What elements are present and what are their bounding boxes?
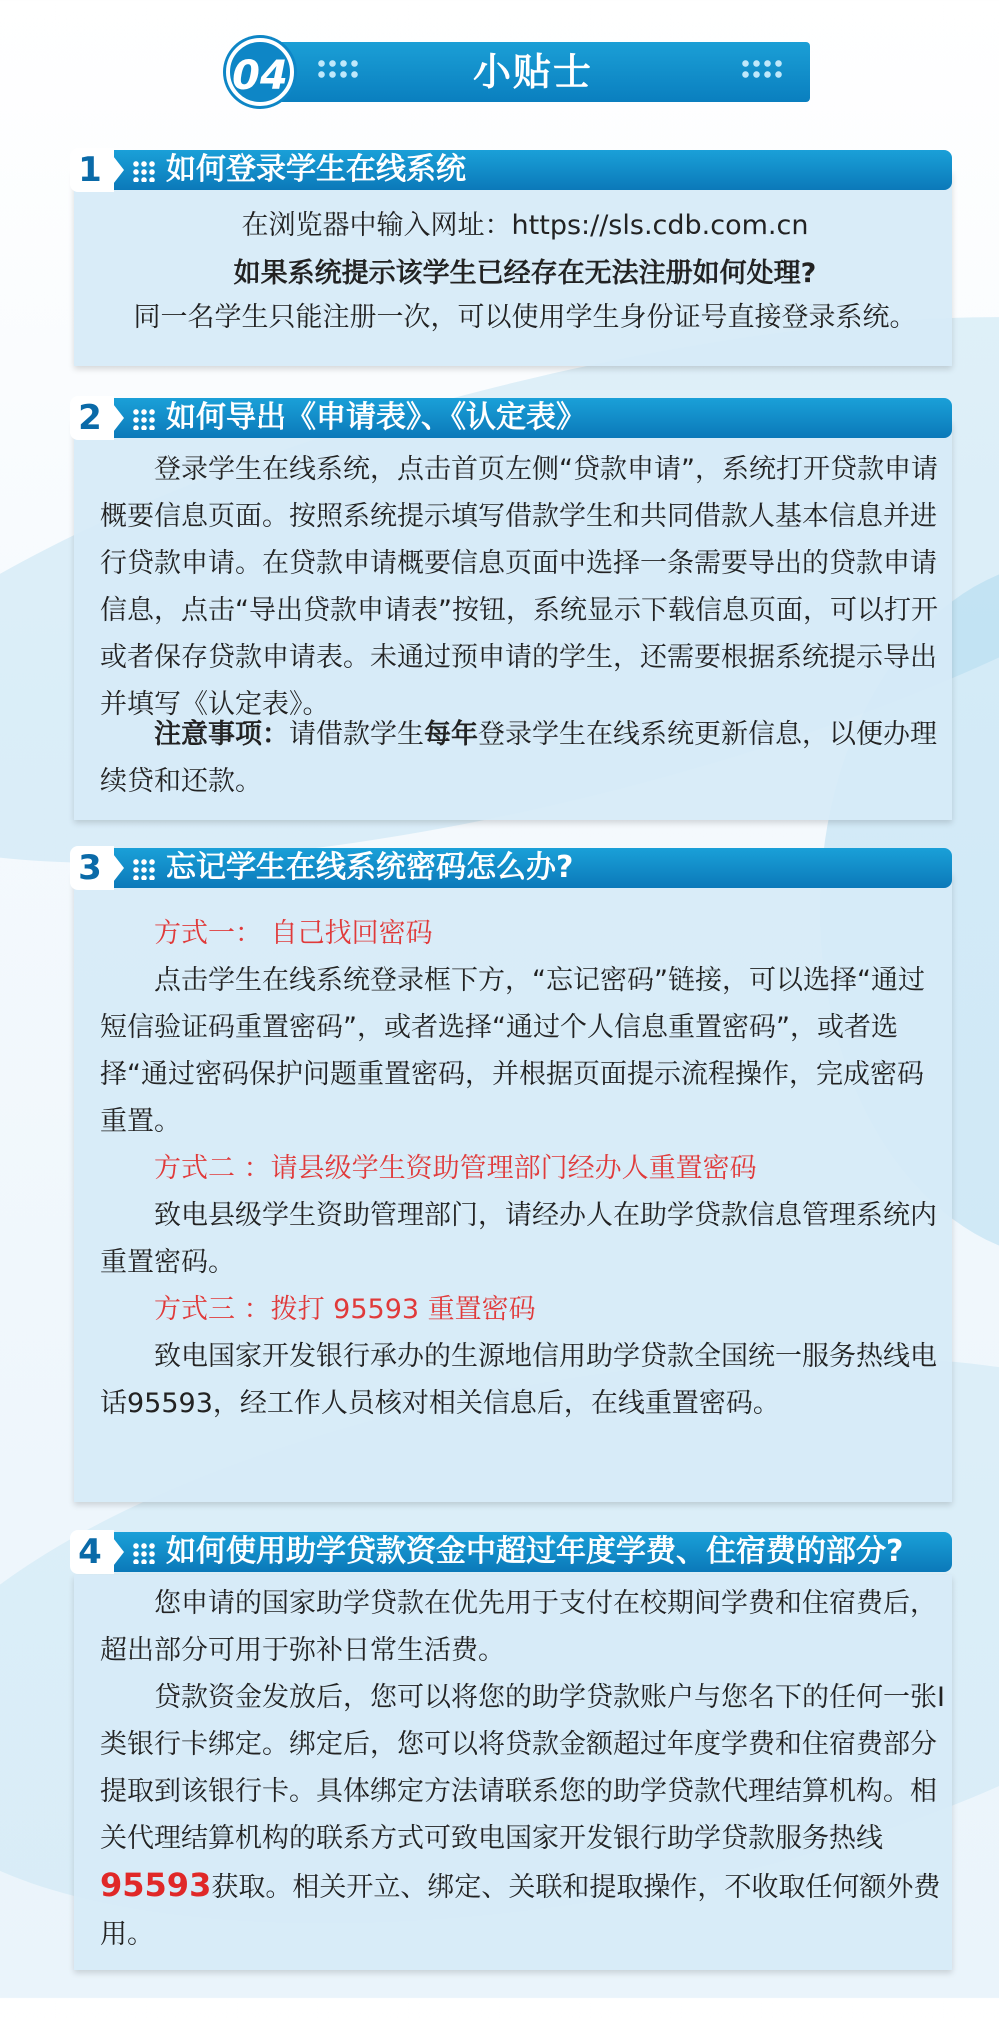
export-instructions: 登录学生在线系统，点击首页左侧“贷款申请”，系统打开贷款申请概要信息页面。按照系统提示填写借款学生和共同借款人基本信息并进行贷款申请。在贷款申请概要信息页面中选择一条需要导出的贷款申请信息，点击“导出贷款申请表”按钮，系统显示下载信息页面，可以打开或者保存贷款申请表。未通过预申请的学生，还需要根据系统提示导出并填写《认定表》。: [100, 454, 938, 720]
section-2-title: 如何导出《申请表》、《认定表》: [166, 400, 586, 435]
chevron-right-icon: [110, 1534, 124, 1570]
notice-emphasis: 每年: [424, 719, 478, 750]
badge-number: 2: [78, 398, 102, 438]
faq-question: 如果系统提示该学生已经存在无法注册如何处理?: [233, 258, 817, 289]
section-1-header: [74, 150, 952, 190]
dots-icon: [132, 1542, 156, 1564]
method-2-title: 方式二 ：请县级学生资助管理部门经办人重置密码: [154, 1153, 757, 1184]
dots-icon: [132, 160, 156, 182]
method-2-text: 致电县级学生资助管理部门，请经办人在助学贷款信息管理系统内重置密码。: [100, 1200, 937, 1278]
website-line: 在浏览器中输入网址：https://sls.cdb.com.cn: [241, 210, 809, 241]
section-number-badge: 04: [226, 38, 294, 106]
notice-paragraph: [100, 711, 950, 805]
section-2-header: [74, 398, 952, 438]
chevron-right-icon: [110, 152, 124, 188]
faq-answer: 同一名学生只能注册一次，可以使用学生身份证号直接登录系统。: [133, 302, 917, 333]
section-3-header: [74, 848, 952, 888]
number-badge: [70, 148, 114, 192]
notice-text: 登录学生在线系统更新信息，以便办理续贷和还款。: [100, 719, 937, 797]
section-1-title: 如何登录学生在线系统: [166, 152, 466, 187]
badge-number: 4: [78, 1532, 102, 1572]
number-badge: [70, 396, 114, 440]
tips-banner: [226, 38, 810, 106]
notice-text: 请借款学生: [289, 719, 424, 750]
badge-number: 3: [78, 848, 102, 888]
section-3-title: 忘记学生在线系统密码怎么办?: [166, 850, 574, 885]
page-title: 小贴士: [472, 50, 593, 94]
chevron-right-icon: [110, 400, 124, 436]
method-3-title: 方式三 ：拨打 95593 重置密码: [154, 1294, 536, 1325]
binding-text: 贷款资金发放后，您可以将您的助学贷款账户与您名下的任何一张Ⅰ类银行卡绑定。绑定后，您可以将贷款金额超过年度学费和住宿费部分提取到该银行卡。具体绑定方法请联系您的助学贷款代理结算机构。相关代理结算机构的联系方式可致电国家开发银行助学贷款服务热线: [100, 1682, 945, 1854]
hotline-number: 95593: [100, 1866, 212, 1904]
method-1-text: 点击学生在线系统登录框下方，“忘记密码”链接，可以选择“通过短信验证码重置密码”，或者选择“通过个人信息重置密码”，或者选择“通过密码保护问题重置密码，并根据页面提示流程操作，完成密码重置。: [100, 965, 925, 1137]
dots-icon: [132, 858, 156, 880]
notice-label: 注意事项：: [154, 719, 289, 750]
dots-icon: [132, 408, 156, 430]
number-badge: [70, 1530, 114, 1574]
section-4-title: 如何使用助学贷款资金中超过年度学费、住宿费的部分?: [166, 1534, 904, 1569]
binding-text: 获取。相关开立、绑定、关联和提取操作，不收取任何额外费用。: [100, 1872, 941, 1950]
section-4-header: [74, 1532, 952, 1572]
number-badge: [70, 846, 114, 890]
method-1-title: 方式一： 自己找回密码: [154, 918, 433, 949]
badge-number: 1: [78, 150, 102, 190]
card-binding-paragraph: [100, 1674, 950, 1958]
chevron-right-icon: [110, 850, 124, 886]
method-3-text: 致电国家开发银行承办的生源地信用助学贷款全国统一服务热线电话95593，经工作人员核对相关信息后，在线重置密码。: [100, 1341, 937, 1419]
loan-usage-paragraph: 您申请的国家助学贷款在优先用于支付在校期间学费和住宿费后，超出部分可用于弥补日常生活费。: [100, 1588, 937, 1666]
